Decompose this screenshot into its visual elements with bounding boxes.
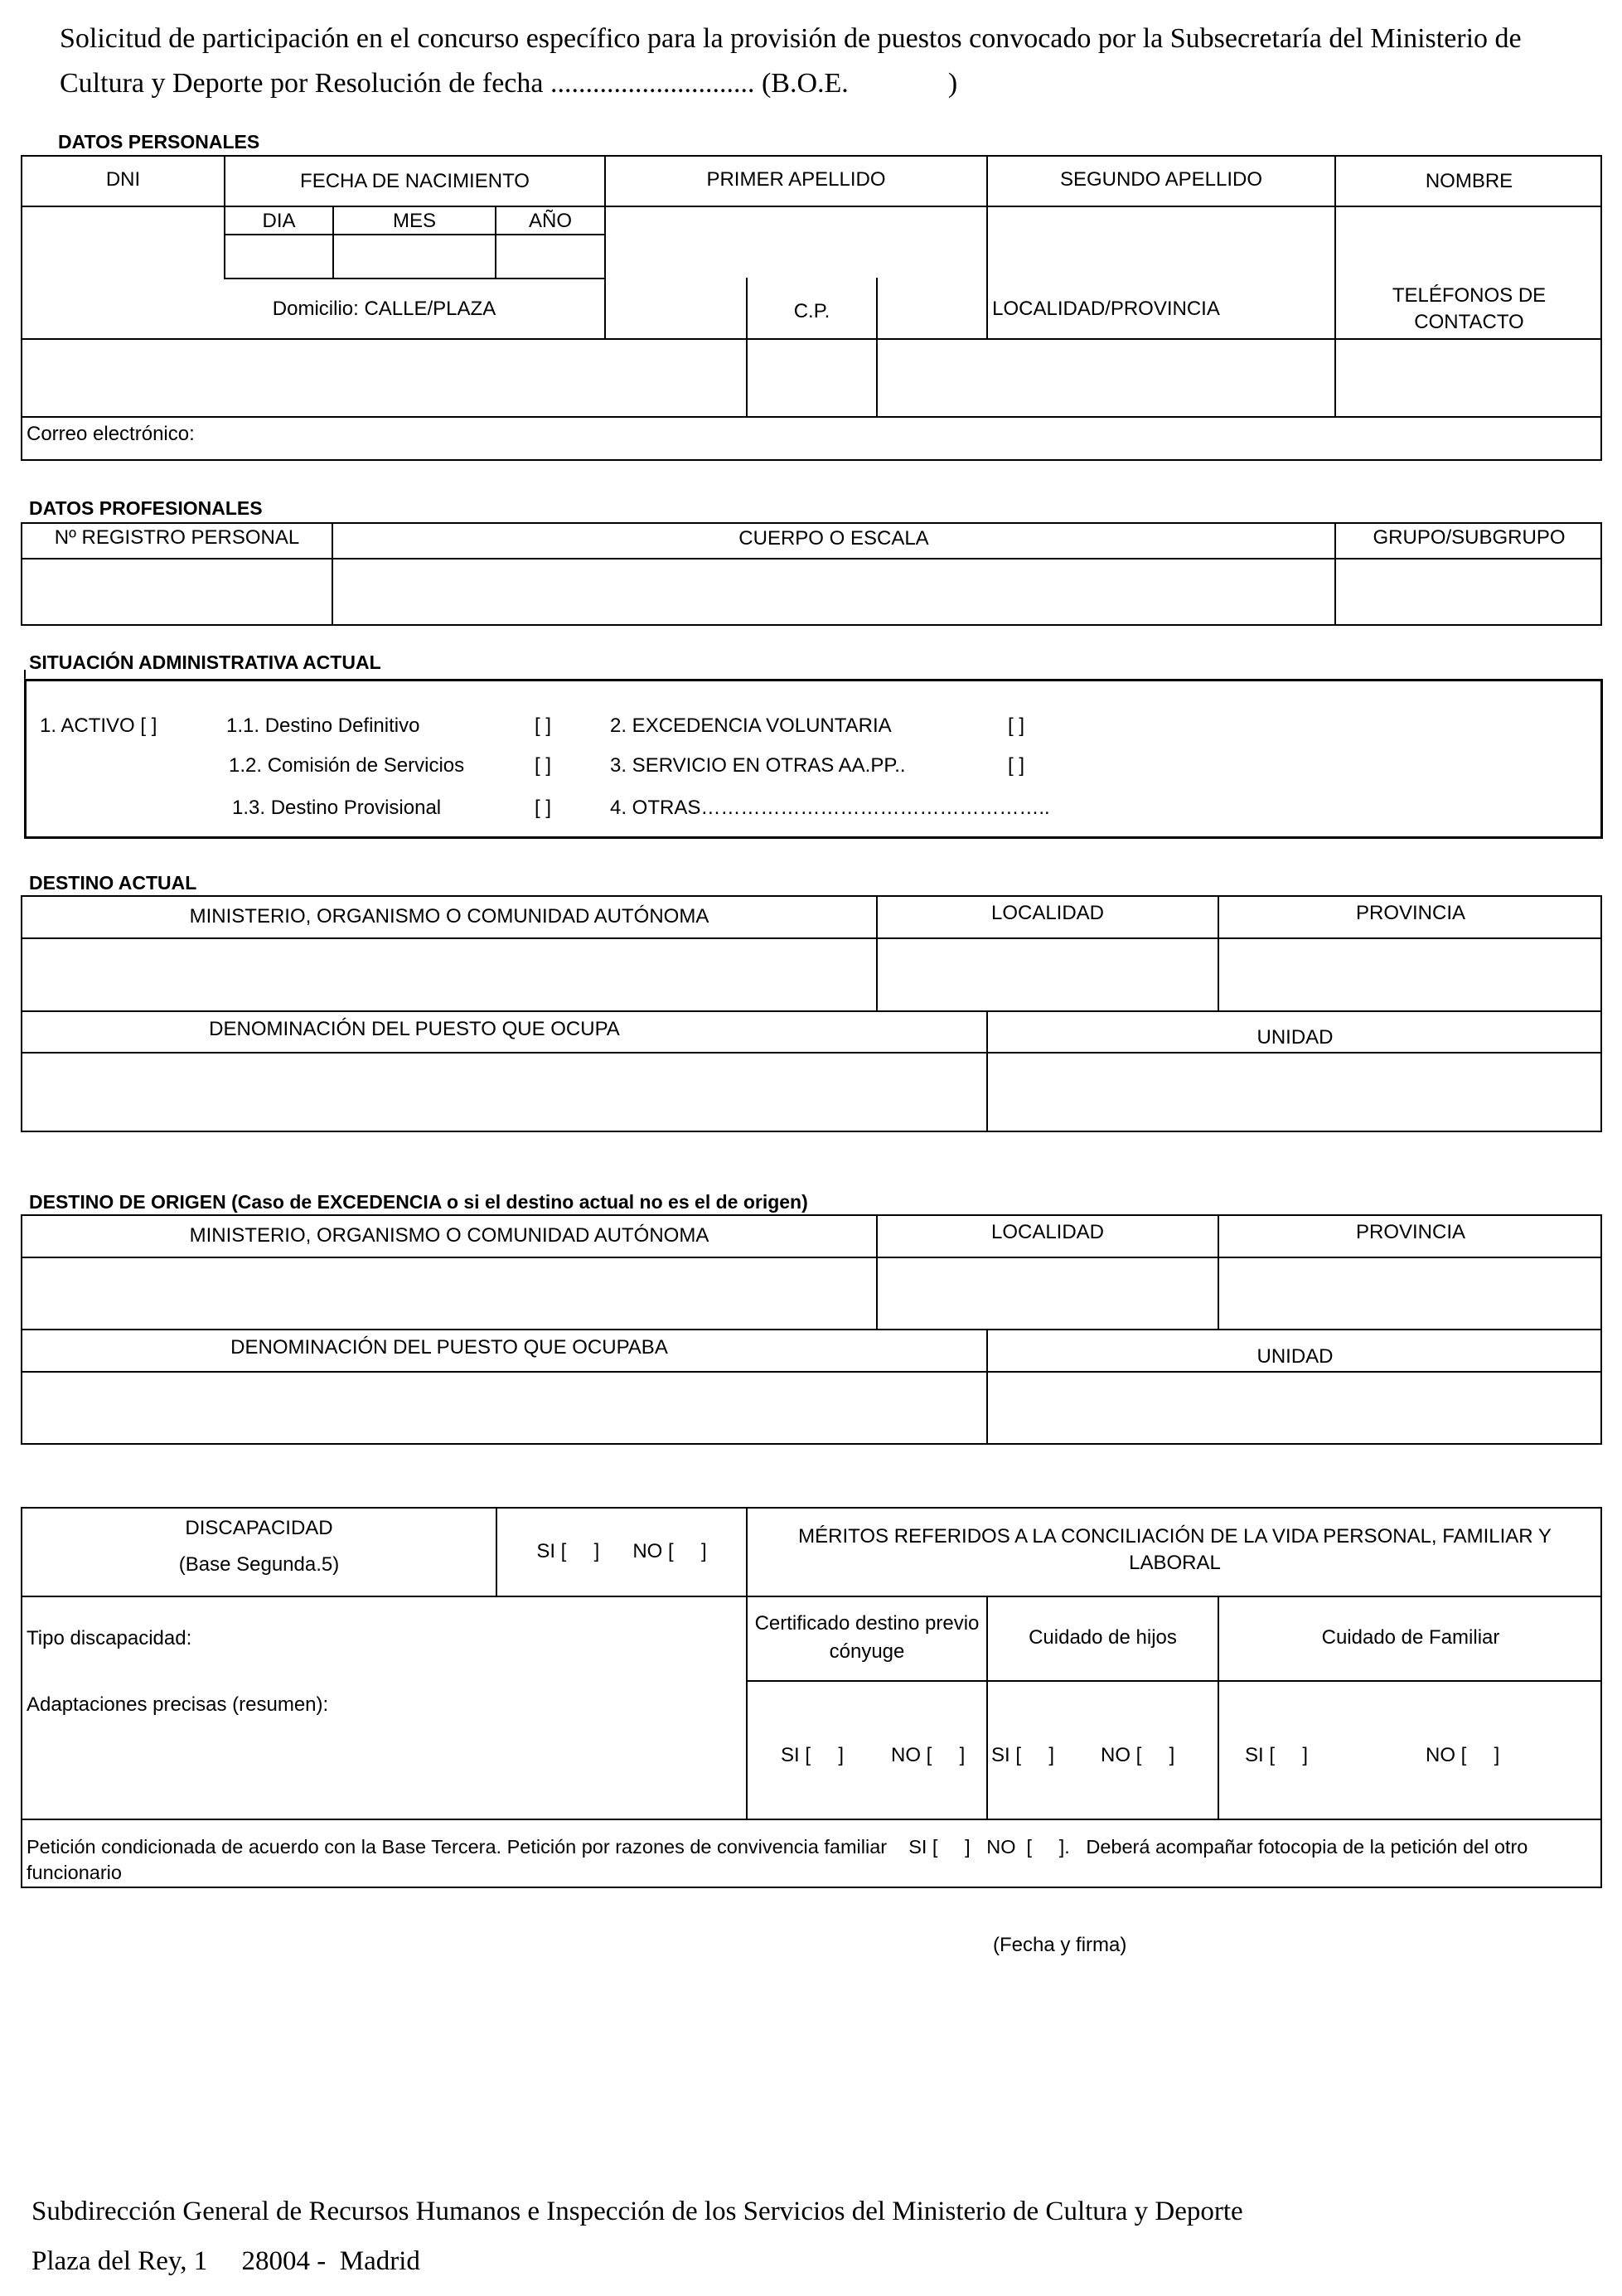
label-fecha-nacimiento: FECHA DE NACIMIENTO: [300, 170, 530, 192]
label-nombre: NOMBRE: [1425, 170, 1513, 192]
label-grupo-subgrupo: GRUPO/SUBGRUPO: [1373, 526, 1566, 549]
destino-actual-table: [21, 895, 1602, 1132]
option-otras: 4. OTRAS……………………………………………..: [610, 797, 1050, 819]
label-origen-provincia: PROVINCIA: [1355, 1221, 1466, 1243]
label-tipo-discapacidad: Tipo discapacidad:: [27, 1627, 192, 1649]
label-localidad-provincia: LOCALIDAD/PROVINCIA: [992, 298, 1220, 320]
section-destino-origen: DESTINO DE ORIGEN (Caso de EXCEDENCIA o si el destino actual no es el de origen): [29, 1191, 808, 1213]
label-origen-ministerio: MINISTERIO, ORGANISMO O COMUNIDAD AUTÓNOMA: [189, 1224, 709, 1247]
option-activo: 1. ACTIVO [ ]: [40, 714, 157, 737]
section-situacion-administrativa: SITUACIÓN ADMINISTRATIVA ACTUAL: [29, 652, 381, 673]
section-destino-actual: DESTINO ACTUAL: [29, 872, 197, 894]
label-actual-denominacion: DENOMINACIÓN DEL PUESTO QUE OCUPA: [209, 1018, 620, 1040]
label-peticion-line2: funcionario: [27, 1861, 122, 1883]
label-discapacidad-title: DISCAPACIDAD: [185, 1517, 333, 1539]
label-segundo-apellido: SEGUNDO APELLIDO: [1059, 168, 1263, 191]
checkbox-excedencia: [ ]: [1008, 714, 1025, 737]
section-datos-personales: DATOS PERSONALES: [58, 131, 260, 153]
option-excedencia: 2. EXCEDENCIA VOLUNTARIA: [610, 714, 892, 737]
label-cuerpo-escala: CUERPO O ESCALA: [738, 527, 929, 550]
checkbox-comision: [ ]: [535, 754, 552, 777]
option-comision-servicios: 1.2. Comisión de Servicios: [229, 754, 465, 777]
label-dni: DNI: [105, 168, 141, 191]
label-anio: AÑO: [528, 210, 572, 232]
label-registro-personal: Nº REGISTRO PERSONAL: [54, 526, 300, 549]
label-correo: Correo electrónico:: [27, 423, 195, 445]
label-peticion-line1: Petición condicionada de acuerdo con la Base Tercera. Petición por razones de convivencia familiar SI [ ] NO [ ]. Deberá acompañar fotocopia de la petición del otro: [27, 1836, 1528, 1858]
label-cuidado-hijos: Cuidado de hijos: [1029, 1626, 1177, 1649]
label-actual-ministerio: MINISTERIO, ORGANISMO O COMUNIDAD AUTÓNOMA: [189, 905, 709, 928]
label-mes: MES: [392, 210, 436, 232]
label-domicilio: Domicilio: CALLE/PLAZA: [272, 298, 496, 320]
option-destino-provisional: 1.3. Destino Provisional: [232, 797, 442, 819]
checkbox-servicio: [ ]: [1008, 754, 1025, 777]
label-fecha-firma: (Fecha y firma): [993, 1934, 1127, 1956]
label-adaptaciones: Adaptaciones precisas (resumen):: [27, 1693, 329, 1716]
section-datos-profesionales: DATOS PROFESIONALES: [29, 497, 263, 519]
label-origen-localidad: LOCALIDAD: [990, 1221, 1105, 1243]
label-meritos-line1: MÉRITOS REFERIDOS A LA CONCILIACIÓN DE LA VIDA PERSONAL, FAMILIAR Y: [798, 1525, 1552, 1548]
footer-line-2: Plaza del Rey, 1 28004 - Madrid: [31, 2246, 420, 2276]
label-discapacidad: [22, 1517, 496, 1577]
label-certificado-line1: Certificado destino previo: [754, 1612, 980, 1635]
option-destino-definitivo: 1.1. Destino Definitivo: [226, 714, 420, 737]
label-meritos-conciliacion: [748, 1525, 1602, 1576]
label-telefonos-line1: TELÉFONOS DE: [1392, 284, 1547, 307]
title-close-paren: ): [947, 68, 958, 99]
label-telefonos-line2: CONTACTO: [1414, 310, 1524, 333]
label-certificado-conyuge: [748, 1612, 986, 1664]
hijos-si: SI [ ]: [991, 1744, 1055, 1766]
label-origen-denominacion: DENOMINACIÓN DEL PUESTO QUE OCUPABA: [230, 1336, 668, 1359]
label-actual-localidad: LOCALIDAD: [990, 902, 1105, 924]
label-certificado-line2: cónyuge: [829, 1640, 905, 1663]
label-actual-unidad: UNIDAD: [1256, 1026, 1334, 1049]
certificado-si: SI [ ]: [781, 1744, 845, 1766]
label-actual-provincia: PROVINCIA: [1355, 902, 1466, 924]
label-meritos-line2: LABORAL: [1129, 1551, 1221, 1574]
title-line-1: Solicitud de participación en el concurso específico para la provisión de puestos convocado por la Subsecretaría del Ministerio de: [60, 23, 1522, 54]
footer-line-1: Subdirección General de Recursos Humanos e Inspección de los Servicios del Ministerio de Cultura y Deporte: [31, 2197, 1243, 2226]
form-title: [60, 17, 1522, 106]
label-dia: DIA: [262, 210, 296, 232]
label-origen-unidad: UNIDAD: [1256, 1345, 1334, 1368]
familiar-si: SI [ ]: [1245, 1744, 1309, 1766]
hijos-no: NO [ ]: [1101, 1744, 1175, 1766]
checkbox-definitivo: [ ]: [535, 714, 552, 737]
checkbox-provisional: [ ]: [535, 797, 552, 819]
option-servicio-otras: 3. SERVICIO EN OTRAS AA.PP..: [610, 754, 906, 777]
label-cuidado-familiar: Cuidado de Familiar: [1321, 1626, 1500, 1649]
footer-address: [31, 2187, 1243, 2286]
label-peticion-condicionada: [27, 1834, 1528, 1885]
familiar-no: NO [ ]: [1426, 1744, 1500, 1766]
title-line-2: [60, 61, 1522, 106]
discapacidad-si-no: SI [ ] NO [ ]: [536, 1540, 707, 1562]
label-primer-apellido: PRIMER APELLIDO: [706, 168, 886, 191]
label-discapacidad-base: (Base Segunda.5): [178, 1552, 340, 1576]
label-cp: C.P.: [793, 300, 830, 322]
label-telefonos: [1336, 284, 1602, 335]
title-line-2-text: Cultura y Deporte por Resolución de fecha ............................. (B.O.E.: [60, 68, 849, 99]
certificado-no: NO [ ]: [891, 1744, 966, 1766]
